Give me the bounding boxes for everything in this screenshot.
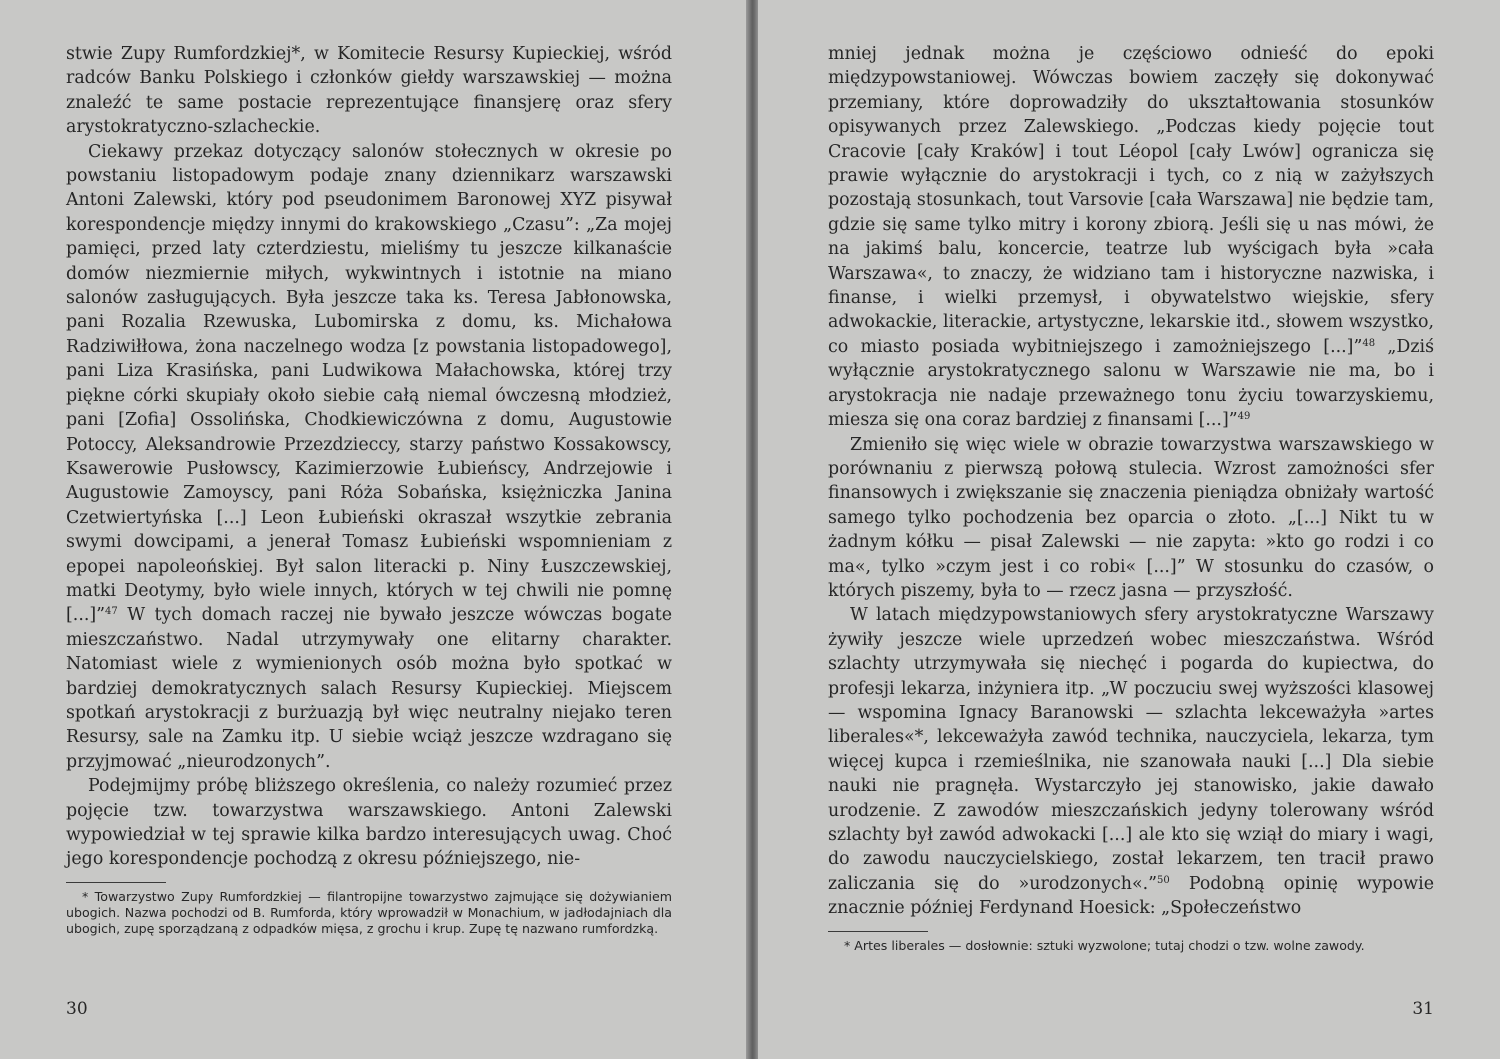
left-paragraph-2-quote: Ciekawy przekaz dotyczący salonów stołecznych w okresie po powstaniu listopadowym podaje znany dziennikarz warszawski Antoni Zalewski, który pod pseudonimem Baronowej XYZ pisywał korespondencje między innymi do krakowskiego „Czasu”: „Za mojej pamięci, przed laty czterdziestu, mieliśmy tu jeszcze kilkanaście domów niezmiernie miłych, wykwintnych i istotnie na miano salonów zasługujących. Była jeszcze taka ks. Teresa Jabłonowska, pani Rozalia Rzewuska, Lubomirska z domu, ks. Michałowa Radziwiłłowa, żona naczelnego wodza [z powstania listopadowego], pani Liza Krasińska, pani Ludwikowa Małachowska, której trzy piękne córki skupiały około siebie całą niemal ówczesną młodzież, pani [Zofia] Ossolińska, Chodkiewiczówna z domu, Augustowie Potoccy, Aleksandrowie Przezdzieccy, starzy państwo Kossakowscy, Ksawerowie Pusłowscy, Kazimierzowie Łubieńscy, Andrzejowie i Augustowie Zamoyscy, pani Róża Sobańska, księżniczka Janina Czetwiertyńska [...] Leon Łubieński okraszał wszytkie zebrania swymi dowcipami, a jenerał Tomasz Łubieński wspomnieniam z epopei napoleońskiej. Był salon literacki p. Niny Łuszczewskiej, matki Deotymy, było wiele innych, których w tej chwili nie pomnę [...]”	[66, 141, 672, 626]
left-body-text	[66, 42, 672, 872]
footnote-ref-47: 47	[105, 606, 118, 618]
right-paragraph-3-b: Podobną opinię wypowie znacznie później Ferdynand Hoesick: „Społeczeństwo	[828, 873, 1435, 919]
left-page	[0, 0, 748, 1059]
left-footnote	[66, 889, 672, 937]
footnote-divider	[66, 882, 166, 883]
right-paragraph-3	[828, 603, 1434, 920]
right-paragraph-1	[828, 42, 1434, 433]
footnote-divider	[828, 931, 928, 932]
left-footnote-text: * Towarzystwo Zupy Rumfordzkiej — filantropijne towarzystwo zajmujące się dożywianiem ubogich. Nazwa pochodzi od B. Rumforda, który wprowadził w Monachium, w jadłodajniach dla ubogich, zupę sporządzaną z odpadków mięsa, z grochu i krup. Zupę tę nazwano rumfordzką.	[66, 888, 672, 936]
page-number-left: 30	[66, 999, 88, 1019]
right-footnote	[828, 938, 1434, 954]
left-paragraph-2	[66, 140, 672, 775]
footnote-ref-50: 50	[1157, 874, 1170, 886]
left-paragraph-3: Podejmijmy próbę bliższego określenia, co należy rozumieć przez pojęcie tzw. towarzystwa warszawskiego. Antoni Zalewski wypowiedział w tej sprawie kilka bardzo interesujących uwag. Choć jego korespondencje pochodzą z okresu późniejszego, nie-	[66, 776, 672, 870]
left-paragraph-1: stwie Zupy Rumfordzkiej*, w Komitecie Resursy Kupieckiej, wśród radców Banku Polskiego i członków giełdy warszawskiej — można znaleźć te same postacie reprezentujące finansjerę oraz sfery arystokratyczno-szlacheckie.	[66, 44, 672, 138]
right-paragraph-1-b: „Dziś wyłącznie arystokratycznego salonu w Warszawie nie ma, bo i arystokracja nie nadaje przeważnego tonu życiu towarzyskiemu, miesza się ona coraz bardziej z finansami [...]”	[828, 336, 1434, 431]
footnote-ref-48: 48	[1362, 337, 1376, 349]
right-footnote-text: * Artes liberales — dosłownie: sztuki wyzwolone; tutaj chodzi o tzw. wolne zawody.	[844, 937, 1365, 953]
footnote-ref-49: 49	[1237, 411, 1251, 423]
right-paragraph-2: Zmieniło się więc wiele w obrazie towarzystwa warszawskiego w porównaniu z pierwszą połową stulecia. Wzrost zamożności sfer finansowych i zwiększanie się znaczenia pieniądza obniżały wartość samego tylko pochodzenia bez oparcia o złoto. „[...] Nikt tu w żadnym kółku — pisał Zalewski — nie zapyta: »kto go rodzi i co ma«, tylko »czym jest i co robi« [...]” W stosunku do czasów, o których piszemy, była to — rzecz jasna — przyszłość.	[828, 434, 1434, 601]
left-paragraph-2-cont: W tych domach raczej nie bywało jeszcze wówczas bogate mieszczaństwo. Nadal utrzymywały one elitarny charakter. Natomiast wiele z wymienionych osób można było spotkać w bardziej demokratycznych salach Resursy Kupieckiej. Miejscem spotkań arystokracji z burżuazją był więc neutralny niejako teren Resursy, sale na Zamku itp. U siebie wciąż jeszcze wzdragano się przyjmować „nieurodzonych”.	[66, 605, 672, 772]
right-paragraph-1-a: mniej jednak można je częściowo odnieść do epoki międzypowstaniowej. Wówczas bowiem zaczęły się dokonywać przemiany, które doprowadziły do ukształtowania stosunków opisywanych przez Zalewskiego. „Podczas kiedy pojęcie tout Cracovie [cały Kraków] i tout Léopol [cały Lwów] ogranicza się prawie wyłącznie do arystokracji i tych, co z nią w zażyłszych pozostają stosunkach, tout Varsovie [cała Warszawa] nie będzie tam, gdzie się same tylko mitry i korony zbiorą. Jeśli się u nas mówi, że na jakimś balu, koncercie, teatrze lub wyścigach była »cała Warszawa«, to znaczy, że widziano tam i historyczne nazwiska, i finanse, i wielki przemysł, i obywatelstwo wiejskie, sfery adwokackie, literackie, artystyczne, lekarskie itd., słowem wszystko, co miasto posiada wybitniejszego i zamożniejszego [...]”	[828, 44, 1434, 357]
page-number-right: 31	[1412, 999, 1434, 1019]
right-page	[758, 0, 1500, 1059]
right-body-text	[828, 42, 1434, 921]
right-paragraph-3-a: W latach międzypowstaniowych sfery arystokratyczne Warszawy żywiły jeszcze wiele uprzedzeń wobec mieszczaństwa. Wśród szlachty utrzymywała się niechęć i pogarda do kupiectwa, do profesji lekarza, inżyniera itp. „W poczuciu swej wyższości klasowej — wspomina Ignacy Baranowski — szlachta lekceważyła »artes liberales«*, lekceważyła zawód technika, nauczyciela, lekarza, tym więcej kupca i rzemieślnika, nie szanowała nauki [...] Dla siebie nauki nie pragnęła. Wystarczyło jej stanowisko, jakie dawało urodzenie. Z zawodów mieszczańskich jedyny tolerowany wśród szlachty był zawód adwokacki [...] ale kto się wziął do miary i wagi, do zawodu nauczycielskiego, został lekarzem, ten tracił prawo zaliczania się do »urodzonych«.”	[828, 605, 1434, 894]
